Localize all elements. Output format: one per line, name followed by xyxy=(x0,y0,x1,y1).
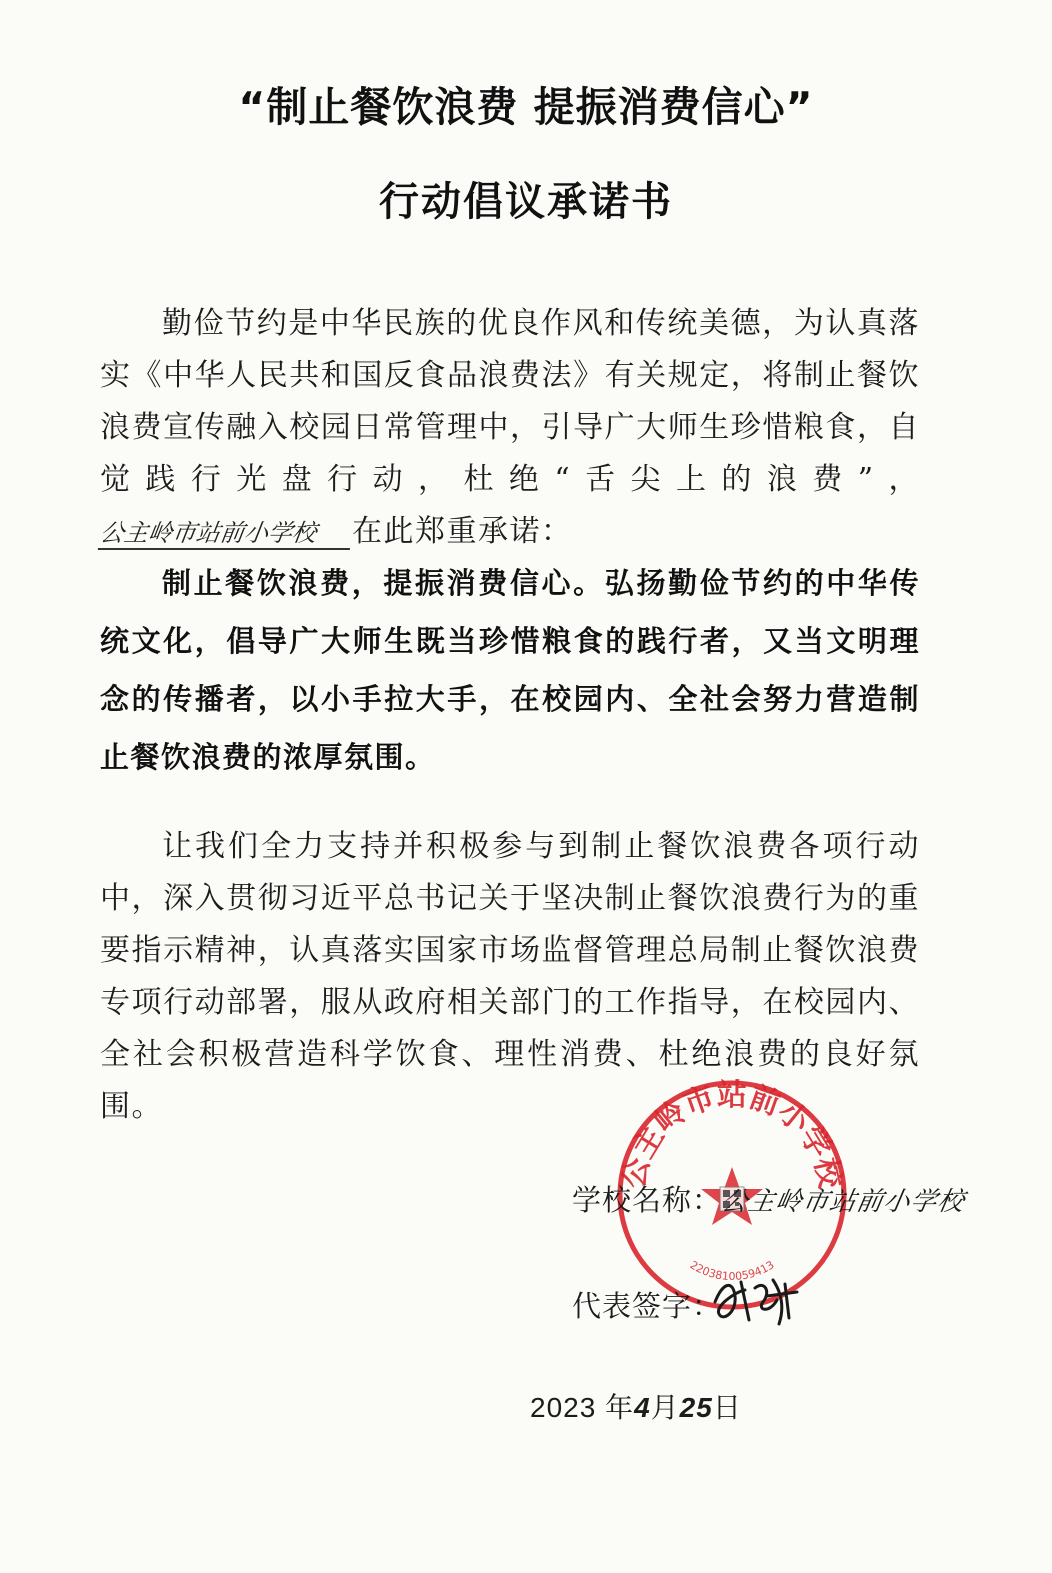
document-subtitle: 行动倡议承诺书 xyxy=(379,179,673,225)
representative-label: 代表签字： xyxy=(572,1289,723,1323)
date-month: 4 xyxy=(634,1392,651,1423)
intro-end-text: 在此郑重承诺： xyxy=(352,514,573,549)
paragraph-commitment: 制止餐饮浪费，提振消费信心。弘扬勤俭节约的中华传统文化，倡导广大师生既当珍惜粮食的践行者，又当文明理念的传播者，以小手拉大手，在校园内、全社会努力营造制止餐饮浪费的浓厚氛围。 xyxy=(100,566,920,774)
paragraph-support: 让我们全力支持并积极参与到制止餐饮浪费各项行动中，深入贯彻习近平总书记关于坚决制止餐饮浪费行为的重要指示精神，认真落实国家市场监督管理总局制止餐饮浪费专项行动部署，服从政府相关部门的工作指导，在校园内、全社会积极营造科学饮食、理性消费、杜绝浪费的良好氛围。 xyxy=(100,829,920,1124)
representative-row xyxy=(572,1284,722,1325)
document-title: “制止餐饮浪费 提振消费信心” xyxy=(238,83,814,131)
school-name-row xyxy=(572,1178,968,1219)
intro-text: 勤俭节约是中华民族的优良作风和传统美德，为认真落实《中华人民共和国反食品浪费法》有关规定，将制止餐饮浪费宣传融入校园日常管理中，引导广大师生珍惜粮食，自觉践行光盘行动，杜绝“舌尖上的浪费”， xyxy=(100,306,920,497)
date-day: 25 xyxy=(679,1392,713,1423)
school-name-label: 学校名称： xyxy=(572,1183,723,1217)
date-row xyxy=(530,1386,742,1426)
handwritten-school-fill: 公主岭市站前小学校 xyxy=(98,518,354,550)
seal-text: 公主岭市站前小学校 xyxy=(616,1078,848,1192)
date-day-unit: 日 xyxy=(712,1392,742,1423)
date-year: 2023 年 xyxy=(530,1392,635,1423)
school-name-value: 公主岭市站前小学校 xyxy=(718,1187,968,1217)
handwritten-signature xyxy=(705,1262,805,1332)
seal-code: 2203810059413 xyxy=(687,1258,777,1284)
paragraph-intro xyxy=(100,298,920,558)
date-month-unit: 月 xyxy=(650,1392,680,1423)
